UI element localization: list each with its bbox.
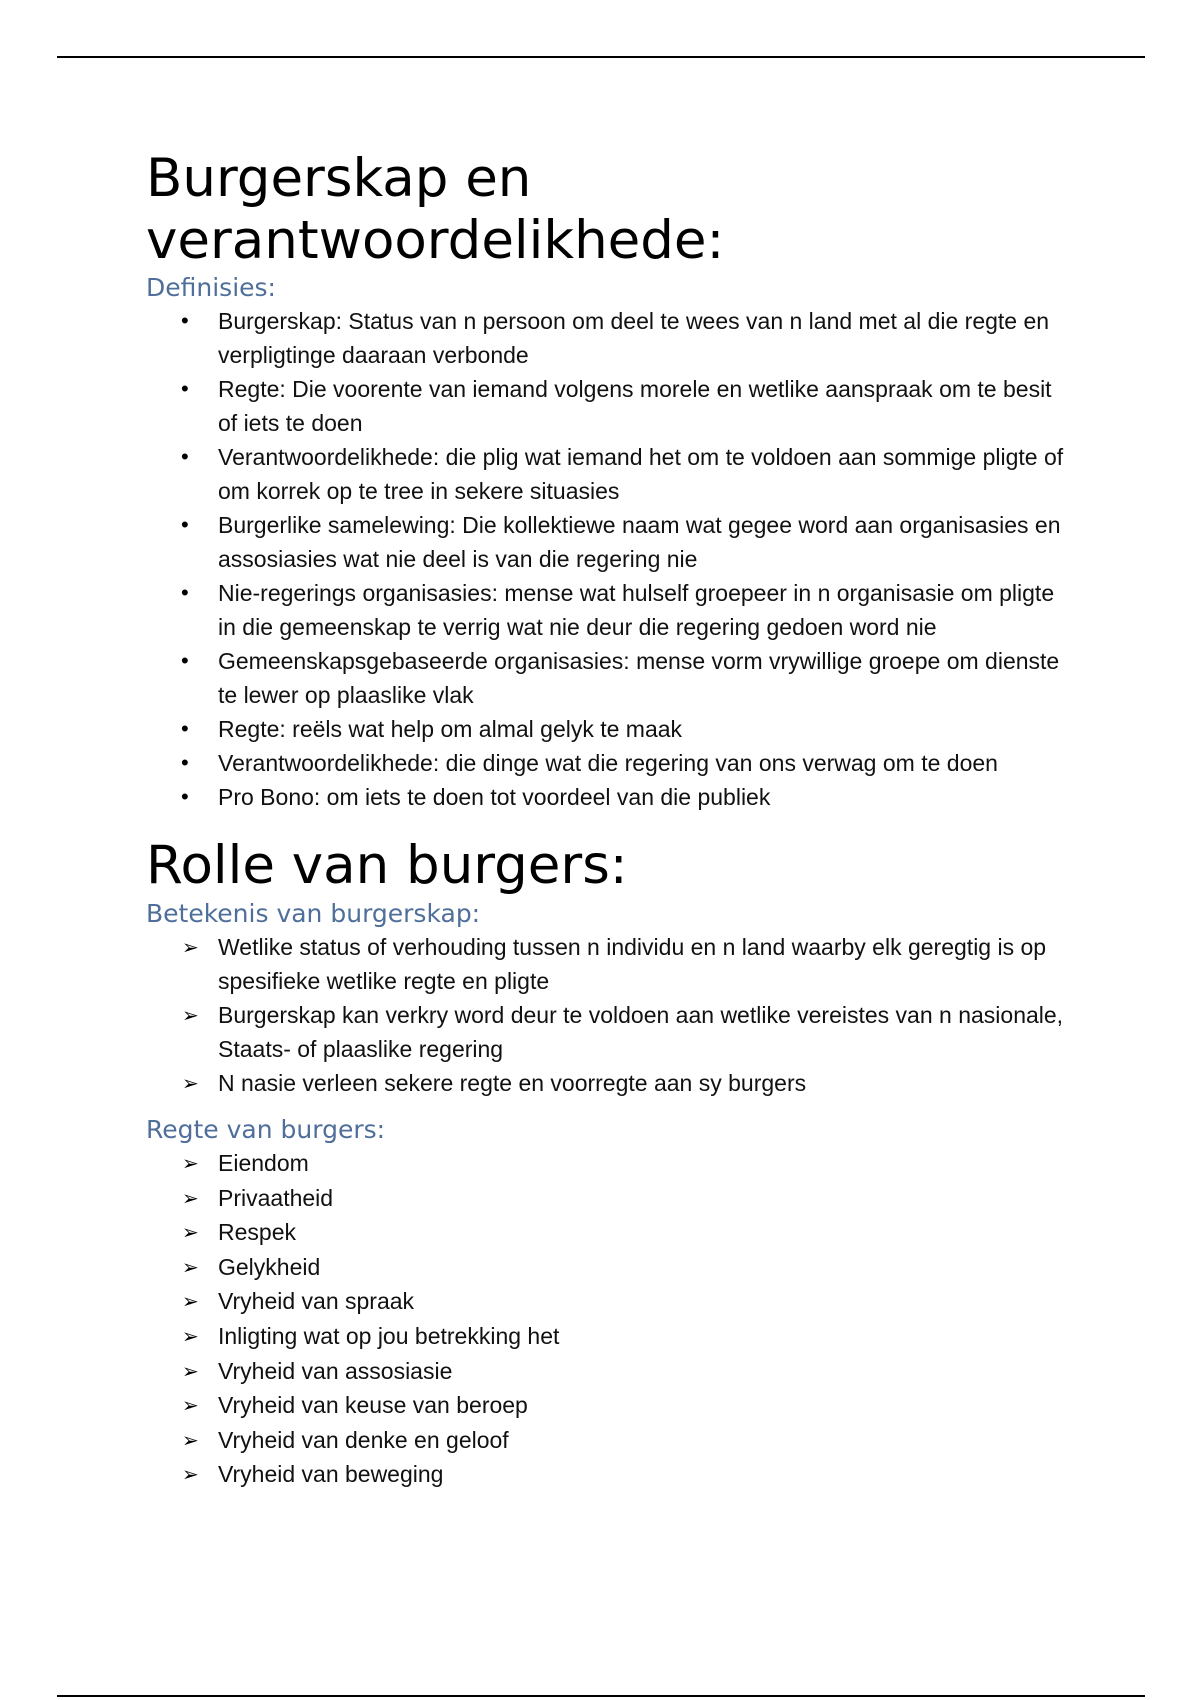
footer-rule	[57, 1695, 1145, 1697]
list-item: ➢ Vryheid van keuse van beroep	[146, 1388, 1066, 1423]
rights-list	[146, 1146, 1066, 1492]
list-item: ➢ Vryheid van denke en geloof	[146, 1423, 1066, 1458]
document-title: Burgerskap en verantwoordelikhede:	[146, 148, 725, 271]
roles-title: Rolle van burgers:	[146, 835, 628, 896]
list-item: ➢ Vryheid van assosiasie	[146, 1354, 1066, 1389]
list-item: ➢ N nasie verleen sekere regte en voorregte aan sy burgers	[146, 1066, 1066, 1100]
list-item: ➢ Privaatheid	[146, 1181, 1066, 1216]
list-item: ➢ Vryheid van beweging	[146, 1457, 1066, 1492]
list-item: • Nie-regerings organisasies: mense wat hulself groepeer in n organisasie om pligte in die gemeenskap te verrig wat nie deur die regering gedoen word nie	[146, 576, 1066, 644]
list-item: • Gemeenskapsgebaseerde organisasies: mense vorm vrywillige groepe om dienste te lewer op plaaslike vlak	[146, 644, 1066, 712]
list-item: • Verantwoordelikhede: die dinge wat die regering van ons verwag om te doen	[146, 746, 1066, 780]
header-rule	[57, 56, 1145, 58]
meaning-list	[146, 930, 1066, 1100]
list-item: • Regte: Die voorente van iemand volgens morele en wetlike aanspraak om te besit of iets te doen	[146, 372, 1066, 440]
list-item: • Verantwoordelikhede: die plig wat iemand het om te voldoen aan sommige pligte of om korrek op te tree in sekere situasies	[146, 440, 1066, 508]
list-item: ➢ Respek	[146, 1215, 1066, 1250]
list-item: ➢ Inligting wat op jou betrekking het	[146, 1319, 1066, 1354]
list-item: ➢ Wetlike status of verhouding tussen n individu en n land waarby elk geregtig is op spesifieke wetlike regte en pligte	[146, 930, 1066, 998]
document-body	[146, 148, 1066, 1492]
list-item: ➢ Vryheid van spraak	[146, 1284, 1066, 1319]
list-item: ➢ Eiendom	[146, 1146, 1066, 1181]
rights-heading: Regte van burgers:	[146, 1115, 386, 1144]
list-item: ➢ Burgerskap kan verkry word deur te voldoen aan wetlike vereistes van n nasionale, Staats- of plaaslike regering	[146, 998, 1066, 1066]
meaning-heading: Betekenis van burgerskap:	[146, 899, 481, 928]
list-item: • Pro Bono: om iets te doen tot voordeel van die publiek	[146, 780, 1066, 814]
definitions-heading: Definisies:	[146, 273, 276, 302]
list-item: • Regte: reëls wat help om almal gelyk te maak	[146, 712, 1066, 746]
list-item: • Burgerskap: Status van n persoon om deel te wees van n land met al die regte en verpligtinge daaraan verbonde	[146, 304, 1066, 372]
list-item: • Burgerlike samelewing: Die kollektiewe naam wat gegee word aan organisasies en assosiasies wat nie deel is van die regering nie	[146, 508, 1066, 576]
definitions-list	[146, 304, 1066, 814]
list-item: ➢ Gelykheid	[146, 1250, 1066, 1285]
